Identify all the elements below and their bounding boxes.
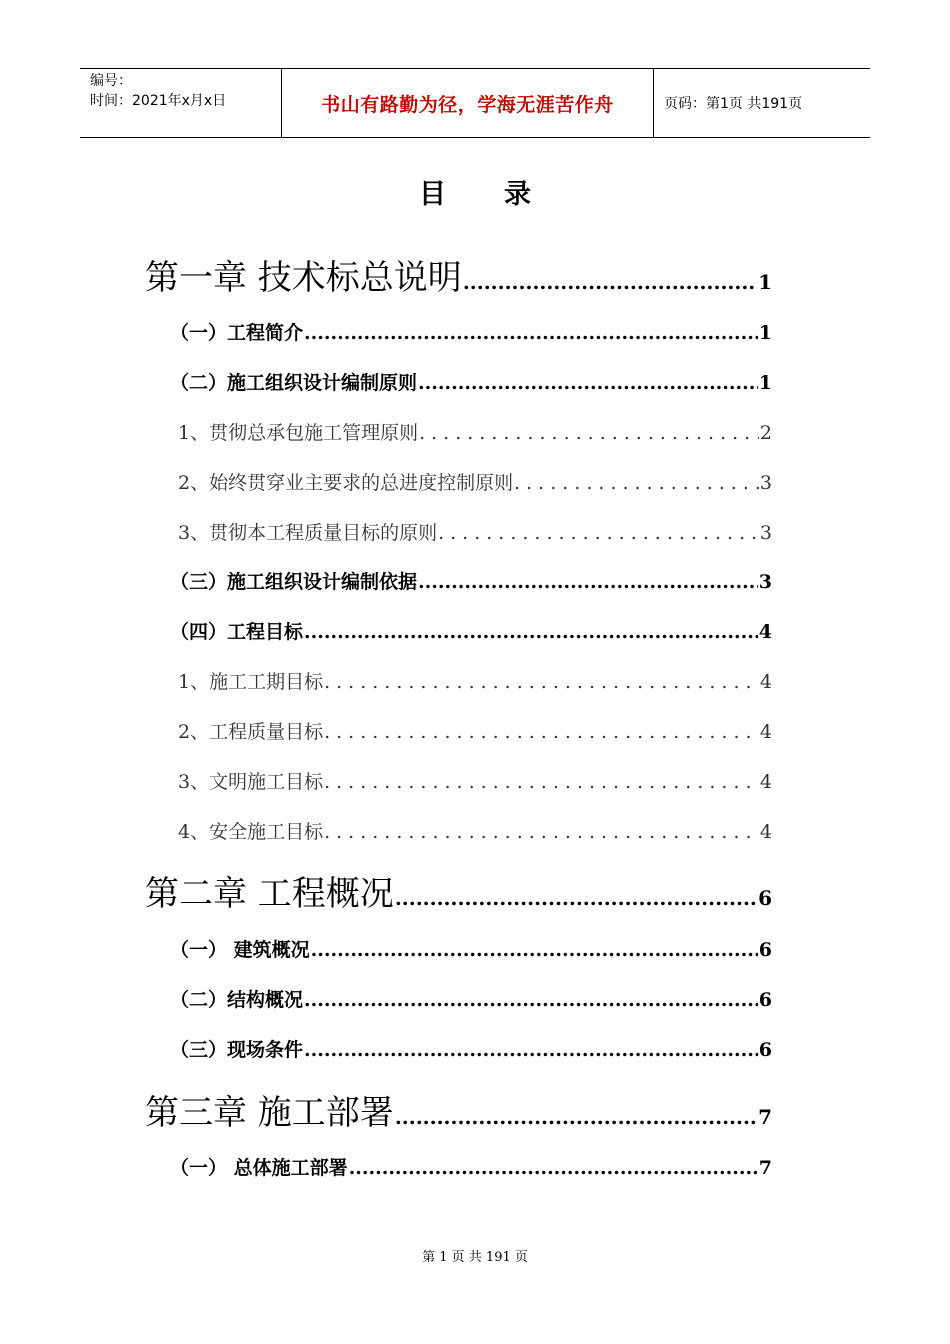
toc-entry[interactable]	[178, 717, 772, 744]
toc-entry[interactable]	[170, 368, 772, 395]
toc-entry-page: 1	[758, 372, 772, 394]
toc-entry-page: 4	[759, 771, 772, 793]
toc-dot-leader	[304, 989, 758, 1011]
page-footer: 第 1 页 共 191 页	[422, 1250, 528, 1265]
toc-entry-page: 3	[758, 571, 772, 593]
toc-entry[interactable]	[178, 767, 772, 794]
page-title: 目录	[419, 179, 589, 210]
toc-entry-label: 4、安全施工目标	[178, 821, 324, 843]
toc-entry-label: 3、贯彻本工程质量目标的原则	[178, 522, 438, 544]
toc-entry-label: 2、工程质量目标	[178, 721, 324, 743]
toc-entry-label: 第三章 施工部署	[145, 1093, 394, 1133]
header-motto: 书山有路勤为径，学海无涯苦作舟	[282, 69, 654, 137]
toc-entry-page: 1	[758, 322, 772, 344]
toc-entry-label: （一） 总体施工部署	[170, 1157, 348, 1179]
toc-entry[interactable]	[170, 617, 772, 644]
toc-entry-page: 3	[759, 522, 772, 544]
toc-entry-label: （二）结构概况	[170, 989, 304, 1011]
toc-dot-leader	[324, 771, 759, 793]
toc-dot-leader	[418, 571, 758, 593]
toc-entry-label: （二）施工组织设计编制原则	[170, 372, 418, 394]
toc-entry-page: 2	[759, 422, 772, 444]
toc-entry[interactable]	[170, 1035, 772, 1062]
toc-entry-label: 3、文明施工目标	[178, 771, 324, 793]
document-header	[80, 68, 870, 138]
toc-entry-label: （三）现场条件	[170, 1039, 304, 1061]
toc-entry[interactable]	[170, 935, 772, 962]
toc-entry-label: （四）工程目标	[170, 621, 304, 643]
toc-entry[interactable]	[178, 418, 772, 445]
toc-dot-leader	[324, 721, 759, 743]
toc-entry-label: （一） 建筑概况	[170, 939, 310, 961]
toc-entry-page: 6	[758, 939, 772, 961]
toc-entry-page: 1	[758, 270, 772, 294]
toc-dot-leader	[349, 1157, 758, 1179]
document-date: 时间：2021年x月x日	[90, 93, 227, 109]
toc-entry[interactable]	[170, 1153, 772, 1180]
toc-entry-page: 7	[758, 1105, 772, 1129]
toc-dot-leader	[324, 821, 759, 843]
toc-entry[interactable]	[170, 318, 772, 345]
toc-entry-page: 4	[759, 671, 772, 693]
toc-entry[interactable]	[178, 817, 772, 844]
toc-dot-leader	[514, 472, 759, 494]
toc-entry-label: 1、贯彻总承包施工管理原则	[178, 422, 419, 444]
toc-entry-page: 4	[759, 821, 772, 843]
toc-entry-page: 4	[758, 621, 772, 643]
toc-entry[interactable]	[170, 985, 772, 1012]
toc-entry-page: 6	[758, 1039, 772, 1061]
toc-entry[interactable]	[145, 866, 772, 915]
toc-entry-page: 7	[758, 1157, 772, 1179]
toc-entry[interactable]	[170, 567, 772, 594]
toc-dot-leader	[438, 522, 759, 544]
toc-dot-leader	[304, 322, 758, 344]
toc-entry-page: 6	[758, 886, 772, 910]
toc-entry-label: 第一章 技术标总说明	[145, 258, 462, 298]
toc-entry[interactable]	[178, 518, 772, 545]
toc-dot-leader	[419, 422, 759, 444]
toc-entry[interactable]	[178, 468, 772, 495]
header-page-info: 页码：第1页 共191页	[664, 96, 803, 112]
header-meta	[80, 69, 282, 137]
toc-entry-page: 3	[759, 472, 772, 494]
toc-entry-label: （三）施工组织设计编制依据	[170, 571, 418, 593]
toc-entry-label: （一）工程简介	[170, 322, 304, 344]
toc-dot-leader	[304, 1039, 758, 1061]
toc-entry-label: 2、始终贯穿业主要求的总进度控制原则	[178, 472, 514, 494]
toc-entry[interactable]	[145, 1085, 772, 1134]
toc-dot-leader	[418, 372, 758, 394]
toc-dot-leader	[304, 621, 758, 643]
toc-entry-label: 1、施工工期目标	[178, 671, 324, 693]
toc-entry[interactable]	[178, 667, 772, 694]
toc-entry[interactable]	[145, 250, 772, 299]
toc-dot-leader	[463, 270, 757, 294]
toc-dot-leader	[395, 1105, 757, 1129]
toc-dot-leader	[324, 671, 759, 693]
toc-entry-page: 6	[758, 989, 772, 1011]
toc-dot-leader	[311, 939, 758, 961]
toc-entry-label: 第二章 工程概况	[145, 874, 394, 914]
toc-dot-leader	[395, 886, 757, 910]
toc-entry-page: 4	[759, 721, 772, 743]
document-number-label: 编号：	[90, 73, 132, 89]
